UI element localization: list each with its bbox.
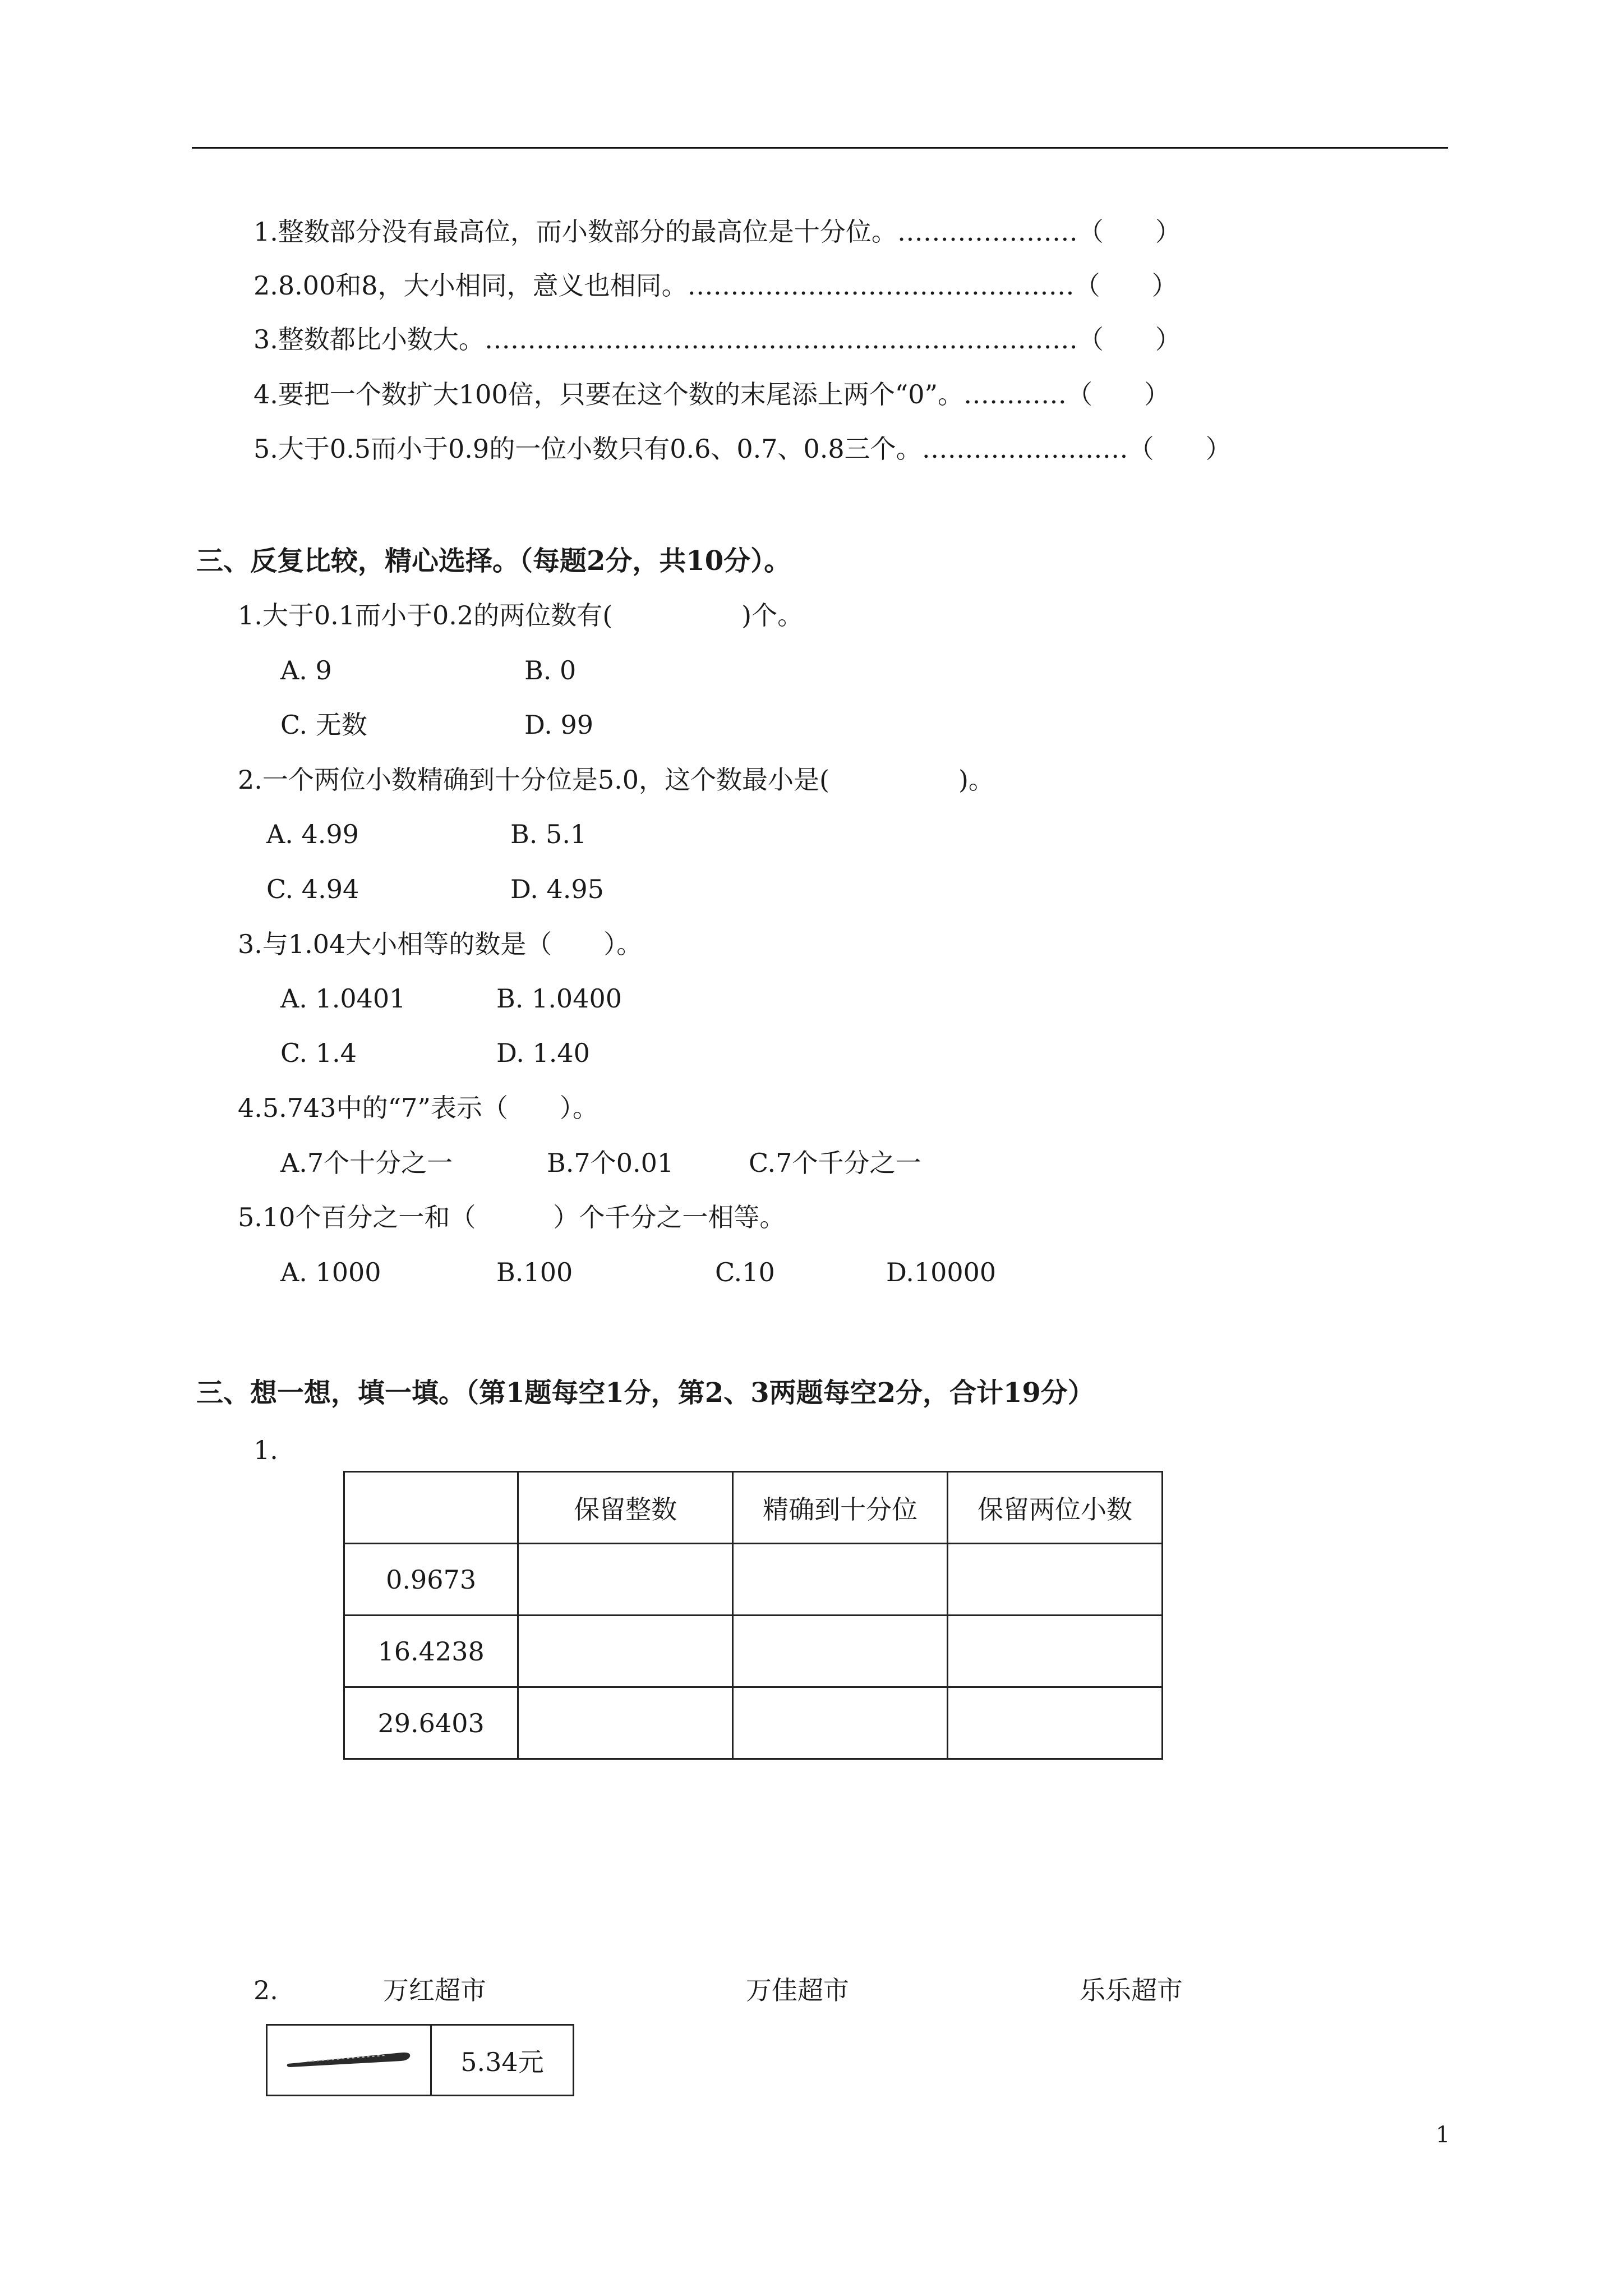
table-answer-cell[interactable] [948,1687,1163,1759]
table-answer-cell[interactable] [948,1616,1163,1687]
table-header-cell: 精确到十分位 [733,1472,948,1544]
pen-icon [284,2047,413,2069]
option-1c[interactable]: C. 无数 [280,710,367,740]
table-answer-cell[interactable] [518,1544,733,1616]
store-name: 乐乐超市 [1080,1975,1183,2005]
answer-paren[interactable]: （ ） [1077,324,1181,355]
table-answer-cell[interactable] [948,1544,1163,1616]
table-row [344,1544,1163,1616]
pen-image-cell [267,2025,431,2096]
answer-paren[interactable]: （ ） [1074,270,1178,301]
option-2c[interactable]: C. 4.94 [266,874,359,904]
answer-paren[interactable]: （ ） [1077,217,1181,247]
table-header-cell: 保留两位小数 [948,1472,1163,1544]
rounding-table [343,1471,1163,1760]
question-stem-2: 2.一个两位小数精确到十分位是5.0，这个数最小是( )。 [238,765,994,795]
question-stem-1: 1.大于0.1而小于0.2的两位数有( )个。 [238,600,804,631]
table-answer-cell[interactable] [518,1616,733,1687]
table-cell-number: 16.4238 [344,1616,518,1687]
option-1a[interactable]: A. 9 [280,655,332,685]
store-name: 万佳超市 [746,1975,849,2005]
fill-question-2-label: 2. [253,1975,278,2005]
table-cell-number: 0.9673 [344,1544,518,1616]
option-3a[interactable]: A. 1.0401 [280,983,406,1014]
option-1d[interactable]: D. 99 [524,710,594,740]
option-5c[interactable]: C.10 [715,1257,775,1287]
answer-paren[interactable]: （ ） [1067,379,1170,409]
option-1b[interactable]: B. 0 [524,655,577,685]
question-stem-3: 3.与1.04大小相等的数是（ ）。 [238,929,643,959]
option-3b[interactable]: B. 1.0400 [496,983,623,1014]
table-row [344,1616,1163,1687]
section-heading-choice: 三、反复比较，精心选择。（每题2分，共10分）。 [196,545,791,577]
question-stem-5: 5.10个百分之一和（ ）个千分之一相等。 [238,1202,786,1232]
option-5a[interactable]: A. 1000 [280,1257,381,1287]
table-answer-cell[interactable] [733,1616,948,1687]
option-5d[interactable]: D.10000 [886,1257,997,1287]
judge-item-5: 5.大于0.5而小于0.9的一位小数只有0.6、0.7、0.8三个。……………………（ ） [253,434,1232,464]
option-2d[interactable]: D. 4.95 [510,874,604,904]
option-3c[interactable]: C. 1.4 [280,1038,357,1068]
price-box [266,2024,574,2096]
judge-item-4: 4.要把一个数扩大100倍，只要在这个数的末尾添上两个“0”。…………（ ） [253,379,1170,409]
answer-paren[interactable]: （ ） [1128,434,1232,464]
table-answer-cell[interactable] [518,1687,733,1759]
table-header-row [344,1472,1163,1544]
table-cell-number: 29.6403 [344,1687,518,1759]
option-2a[interactable]: A. 4.99 [266,819,359,849]
fill-question-1-label: 1. [253,1435,278,1465]
header-rule [192,147,1448,149]
section-heading-fill: 三、想一想，填一填。（第1题每空1分，第2、3两题每空2分，合计19分） [196,1377,1095,1409]
option-4b[interactable]: B.7个0.01 [547,1148,674,1178]
option-4c[interactable]: C.7个千分之一 [749,1148,921,1178]
option-4a[interactable]: A.7个十分之一 [280,1148,453,1178]
price-cell: 5.34元 [431,2025,574,2096]
question-stem-4: 4.5.743中的“7”表示（ ）。 [238,1093,598,1123]
table-answer-cell[interactable] [733,1687,948,1759]
judge-item-2: 2.8.00和8，大小相同，意义也相同。………………………………………（ ） [253,270,1178,301]
judge-item-1: 1.整数部分没有最高位，而小数部分的最高位是十分位。…………………（ ） [253,217,1181,247]
table-row [344,1687,1163,1759]
table-header-cell: 保留整数 [518,1472,733,1544]
table-header-cell [344,1472,518,1544]
option-5b[interactable]: B.100 [496,1257,573,1287]
store-name: 万红超市 [383,1975,486,2005]
option-3d[interactable]: D. 1.40 [496,1038,590,1068]
option-2b[interactable]: B. 5.1 [510,819,587,849]
judge-item-3: 3.整数都比小数大。……………………………………………………………（ ） [253,324,1181,355]
page-number: 1 [1436,2122,1450,2148]
table-answer-cell[interactable] [733,1544,948,1616]
